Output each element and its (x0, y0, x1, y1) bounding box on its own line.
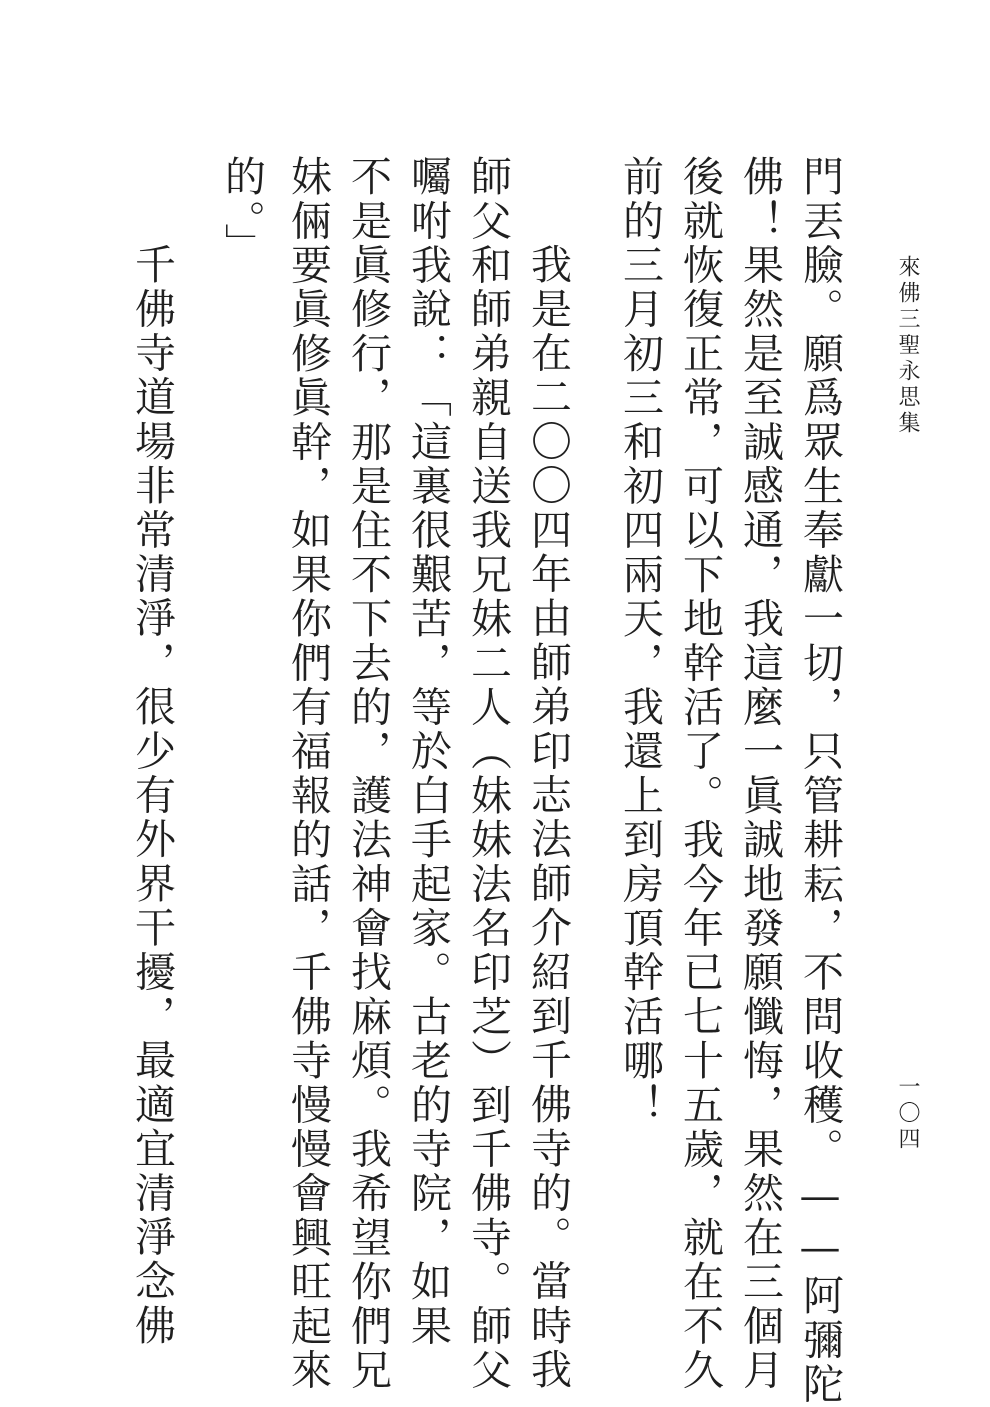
text-column: 門丟臉。願爲眾生奉獻一切，只管耕耘，不問收穫。——阿彌陀 (796, 155, 844, 1407)
text-column: 我是在二〇〇四年由師弟印志法師介紹到千佛寺的。當時我 (524, 243, 572, 1393)
text-column: 千佛寺道場非常清淨，很少有外界干擾，最適宜清淨念佛 (128, 243, 176, 1348)
text-column: 囑咐我說：「這裏很艱苦，等於白手起家。古老的寺院，如果 (404, 155, 452, 1349)
text-column: 前的三月初三和初四兩天，我還上到房頂幹活哪！ (616, 155, 664, 1128)
text-column: 妹倆要眞修眞幹，如果你們有福報的話，千佛寺慢慢會興旺起來 (284, 155, 332, 1393)
text-column: 不是眞修行，那是住不下去的，護法神會找麻煩。我希望你們兄 (344, 155, 392, 1393)
text-column: 師父和師弟親自送我兄妹二人（妹妹法名印芝）到千佛寺。師父 (464, 155, 512, 1393)
book-title: 來佛三聖永思集 (895, 255, 920, 437)
page-number: 一〇四 (895, 1075, 920, 1153)
text-column: 的。」 (218, 155, 266, 268)
text-column: 後就恢復正常，可以下地幹活了。我今年已七十五歲，就在不久 (676, 155, 724, 1393)
text-column: 佛！果然是至誠感通，我這麼一眞誠地發願懺悔，果然在三個月 (736, 155, 784, 1393)
